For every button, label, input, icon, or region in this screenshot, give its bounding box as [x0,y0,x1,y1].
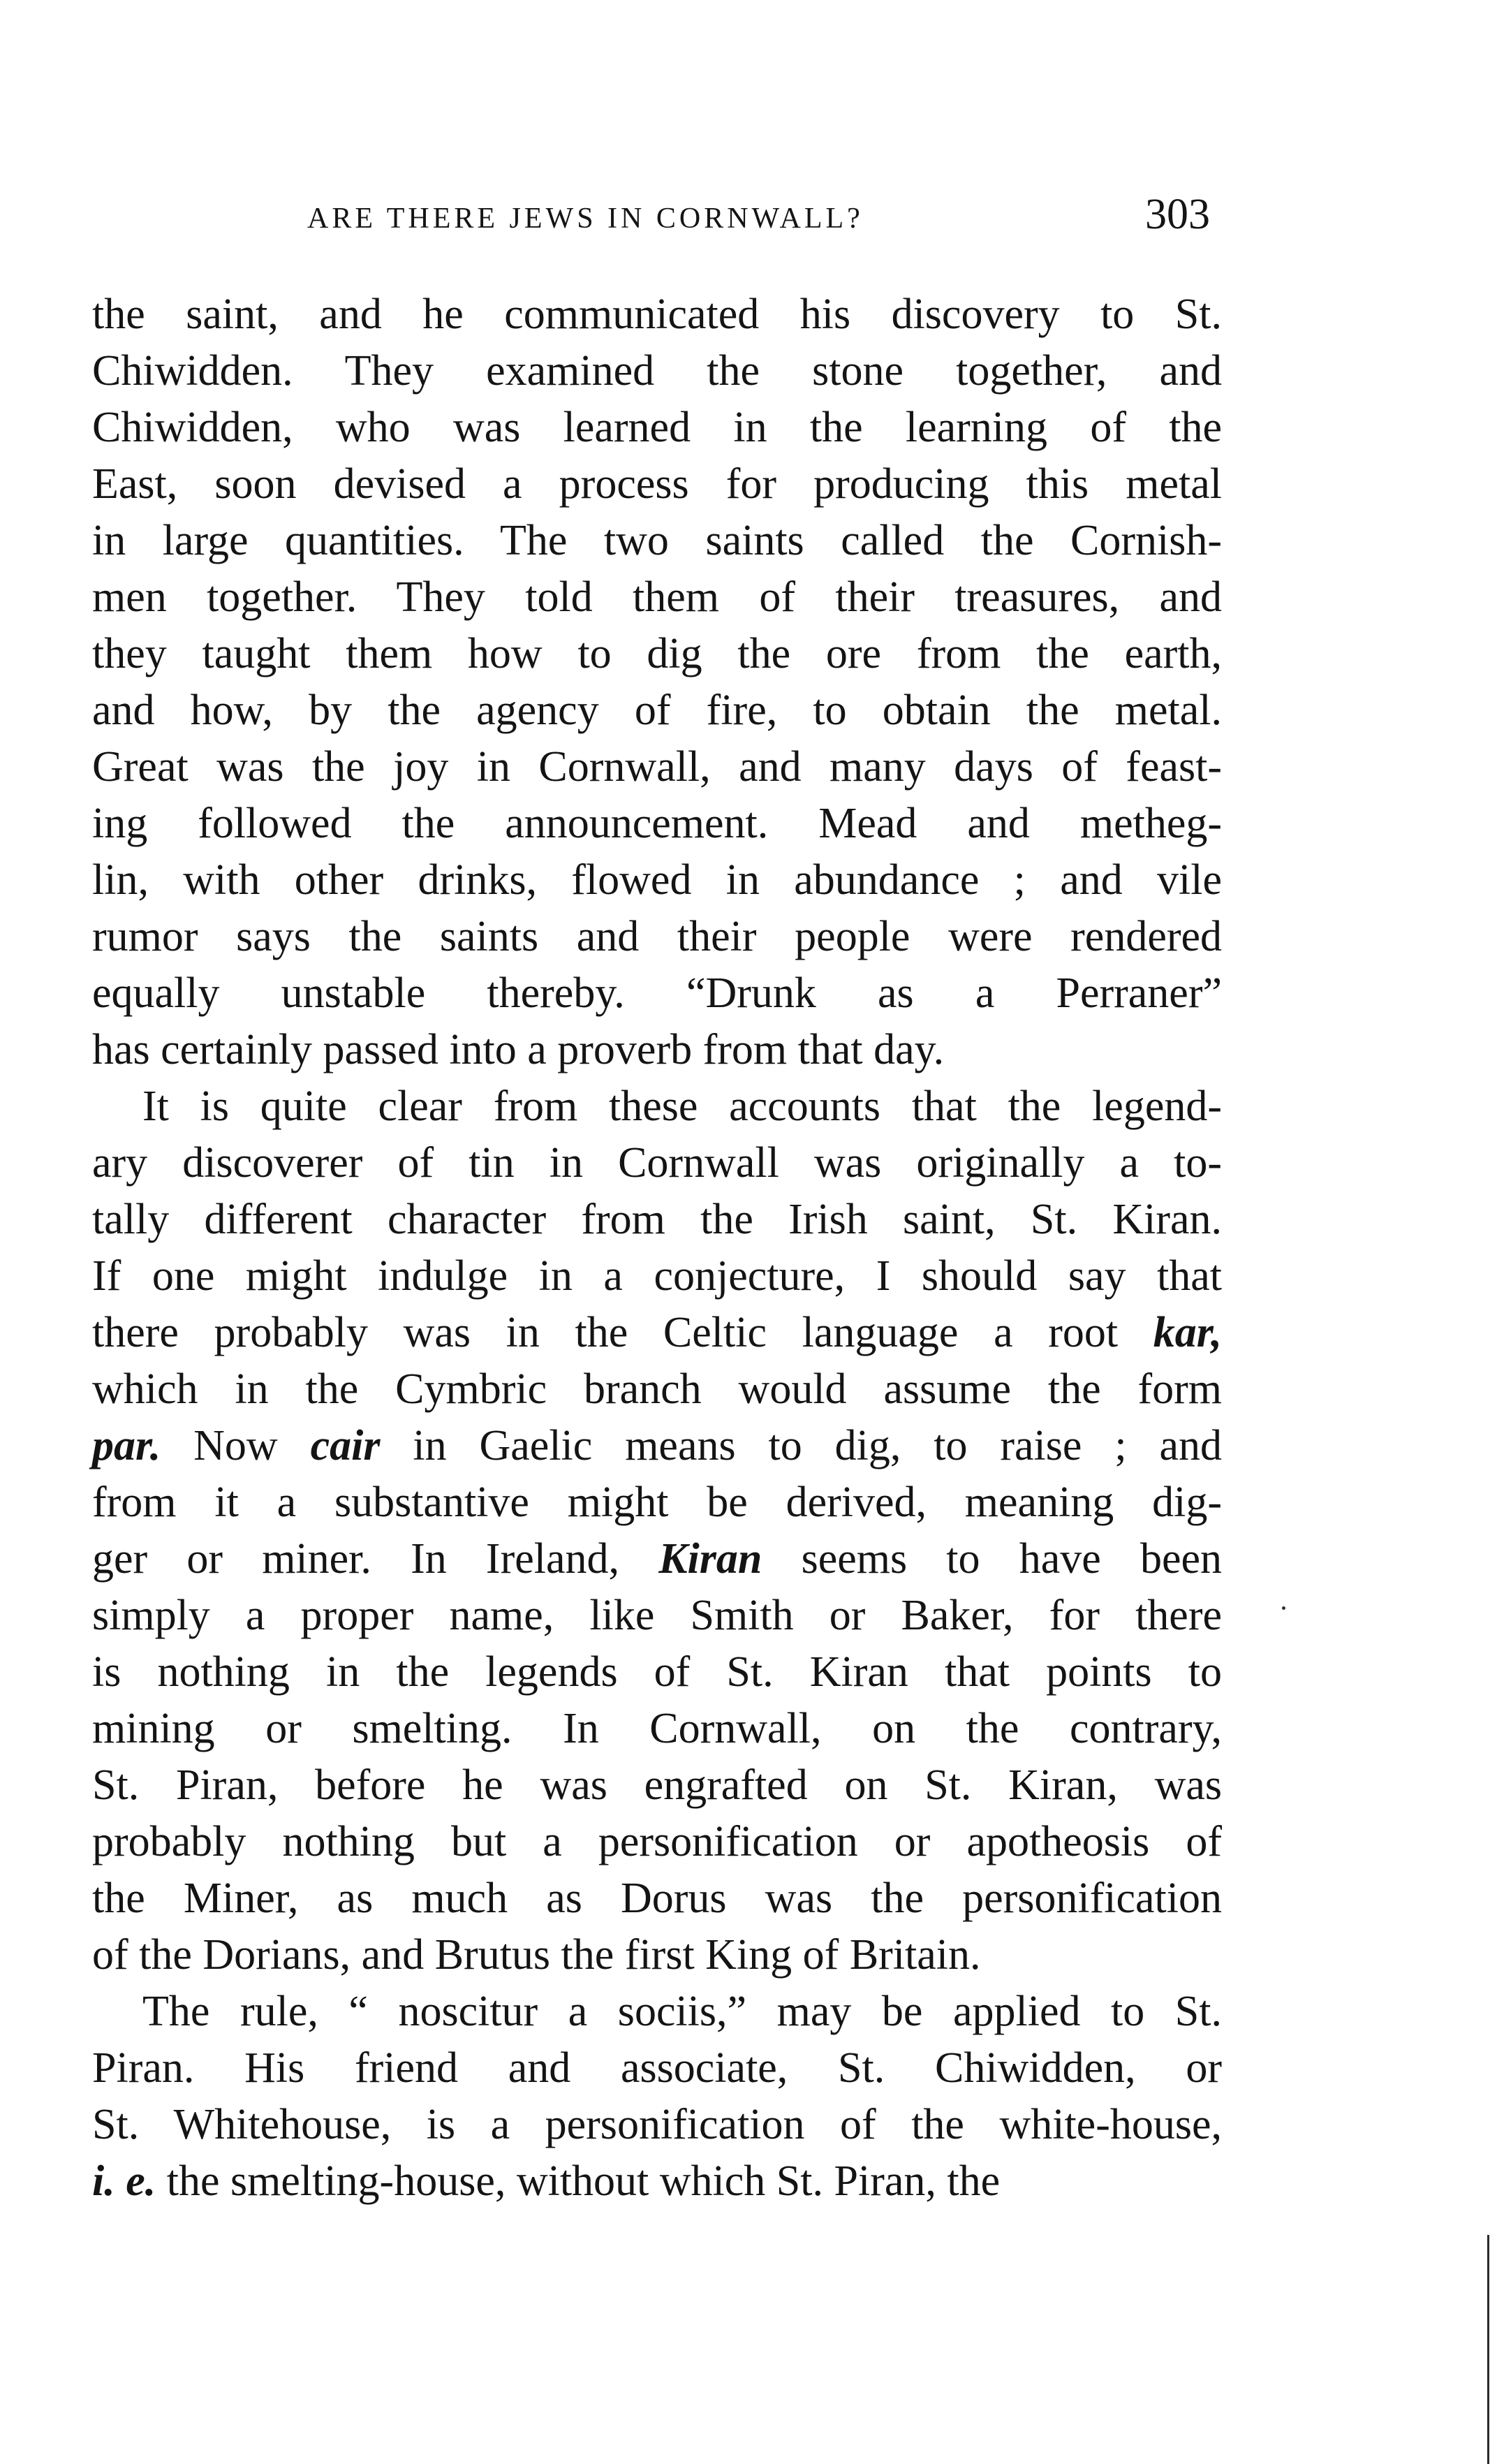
text-line: i. e. the smelting-house, without which St. Piran, the [92,2157,1001,2205]
text-line: lin, with other drinks, flowed in abundance ; and vile [92,856,1222,904]
text-line: rumor says the saints and their people were rendered [92,913,1222,960]
text-line: If one might indulge in a conjecture, I should say that [92,1252,1222,1300]
body-text [92,286,1222,2210]
text-line: in large quantities. The two saints called the Cornish- [92,517,1222,564]
text-line: ger or miner. In Ireland, Kiran seems to have been [92,1535,1222,1583]
text-line: is nothing in the legends of St. Kiran that points to [92,1648,1222,1696]
text-line: Piran. His friend and associate, St. Chiwidden, or [92,2044,1222,2092]
text-line: there probably was in the Celtic language a root kar, [92,1309,1222,1356]
text-line: St. Whitehouse, is a personification of the white-house, [92,2101,1222,2148]
text-line: men together. They told them of their treasures, and [92,573,1222,621]
text-line: and how, by the agency of fire, to obtain the metal. [92,687,1222,734]
text-line: probably nothing but a personification or apotheosis of [92,1818,1222,1865]
page-edge-mark [1487,2235,1489,2464]
paragraph [92,1078,1222,1983]
text-line: It is quite clear from these accounts that the legend- [142,1083,1222,1130]
text-line: equally unstable thereby. “Drunk as a Perraner” [92,969,1222,1017]
page-number: 303 [1145,191,1210,238]
text-line: they taught them how to dig the ore from the earth, [92,630,1222,677]
text-line: Chiwidden, who was learned in the learning of the [92,404,1222,451]
text-line: Chiwidden. They examined the stone together, and [92,347,1222,395]
text-line: the Miner, as much as Dorus was the personification [92,1875,1222,1922]
text-line: The rule, “ noscitur a sociis,” may be applied to St. [142,1988,1222,2035]
paragraph [92,286,1222,1078]
text-line: tally different character from the Irish saint, St. Kiran. [92,1196,1222,1243]
text-line: has certainly passed into a proverb from that day. [92,1026,945,1073]
text-line: Great was the joy in Cornwall, and many days of feast- [92,743,1222,791]
paragraph [92,1983,1222,2210]
text-line: mining or smelting. In Cornwall, on the contrary, [92,1705,1222,1752]
print-speck [1282,1606,1285,1610]
text-line: simply a proper name, like Smith or Baker, for there [92,1592,1222,1639]
text-line: St. Piran, before he was engrafted on St. Kiran, was [92,1761,1222,1809]
text-line: ing followed the announcement. Mead and metheg- [92,800,1222,847]
text-line: which in the Cymbric branch would assume the form [92,1365,1222,1413]
running-title: ARE THERE JEWS IN CORNWALL? [307,203,864,235]
text-line: of the Dorians, and Brutus the first King of Britain. [92,1931,981,1979]
text-line: par. Now cair in Gaelic means to dig, to raise ; and [92,1422,1222,1469]
text-line: from it a substantive might be derived, meaning dig- [92,1479,1222,1526]
text-line: East, soon devised a process for producing this metal [92,460,1222,508]
text-line: ary discoverer of tin in Cornwall was originally a to- [92,1139,1222,1187]
text-line: the saint, and he communicated his discovery to St. [92,291,1222,338]
